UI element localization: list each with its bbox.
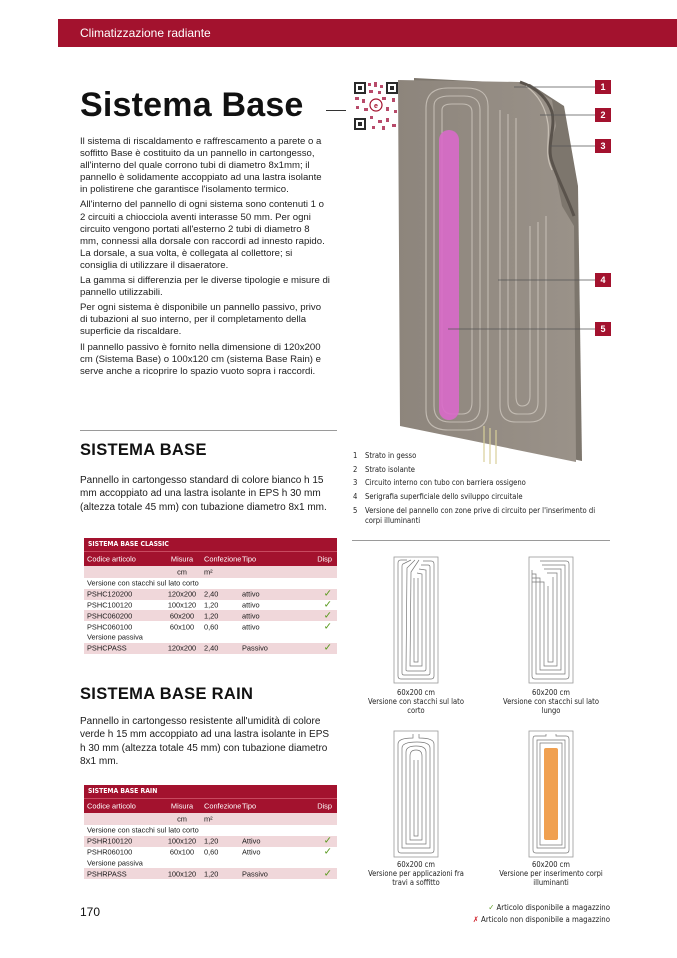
cell-tipo: Attivo [242,836,261,846]
group-label-text: Versione con stacchi sul lato corto [87,578,199,588]
check-icon: ✓ [488,903,495,912]
cell-code: PSHCPASS [87,643,127,653]
available-check-icon: ✓ [323,621,332,633]
cell-code: PSHC120200 [87,589,133,599]
cell-misura: 100x120 [167,869,197,879]
panel-long-side-icon [528,556,574,684]
cell-confezione: 2,40 [204,589,219,599]
available-check-icon: ✓ [323,835,332,847]
cell-confezione: 1,20 [204,611,219,621]
col-disp: Disp [317,801,332,811]
group-label-text: Versione con stacchi sul lato corto [87,825,199,835]
callout-badge: 3 [595,139,611,153]
table-group-label [84,578,337,589]
table-row [84,643,337,654]
panel-size: 60x200 cm [397,688,435,697]
available-check-icon: ✓ [323,588,332,600]
legend-item [353,465,613,475]
cross-icon: ✗ [472,915,479,924]
cell-code: PSHC060200 [87,611,133,621]
legend-number: 2 [353,464,358,474]
cell-tipo: Passivo [242,643,268,653]
intro-text [80,136,330,381]
cell-code: PSHC060100 [87,622,133,632]
table-base-classic [84,538,337,654]
table-row [84,868,337,879]
table-row [84,621,337,632]
callout-badge: 5 [595,322,611,336]
panel-caption-text: Versione con stacchi sul lato lungo [503,697,599,715]
col-tipo: Tipo [242,554,257,564]
legend-item [353,451,613,461]
unit-misura: cm [177,814,187,824]
callout-badge: 1 [595,80,611,94]
cell-tipo: attivo [242,622,260,632]
panel-caption [496,688,606,715]
legend-number: 5 [353,505,358,515]
page-number: 170 [80,905,101,919]
section-divider [80,430,337,431]
unit-confezione: m² [204,567,213,577]
legend-item [353,492,613,502]
section-header-title: Climatizzazione radiante [80,26,211,40]
legend-available [488,903,610,912]
cell-tipo: Passivo [242,869,268,879]
intro-paragraph: Per ogni sistema è disponibile un pannello passivo, privo di tubazioni al suo interno, per il completamento della superficie da riscaldare. [80,302,322,338]
legend-divider [352,540,610,541]
col-code: Codice articolo [87,801,136,811]
cell-confezione: 0,60 [204,847,219,857]
legend-text: Strato isolante [365,464,415,474]
callout-badge: 2 [595,108,611,122]
table-header-row [84,551,337,566]
page-title: Sistema Base [80,86,304,124]
table-row [84,847,337,858]
available-check-icon: ✓ [323,846,332,858]
cell-misura: 60x100 [169,622,195,632]
intro-paragraph: All'interno del pannello di ogni sistema sono contenuti 1 o 2 circuiti a chiocciola aventi interasse 50 mm. Per ogni circuito vengono portati all'esterno 2 tubi di diametro 8 mm, connessi alla dorsale con raccordi ad innesto rapido. La dorsale, a sua volta, è collegata al collettore; si consiglia di utilizzare il disaeratore. [80,199,325,271]
available-check-icon: ✓ [323,642,332,654]
legend-item [353,506,613,527]
panel-caption [496,860,606,887]
legend-number: 4 [353,492,358,502]
panel-lighting-icon [528,730,574,858]
table-units-row [84,566,337,578]
col-misura: Misura [170,554,194,564]
table-group-label [84,825,337,836]
panel-short-side-icon [393,556,439,684]
table-row [84,836,337,847]
section-title-base: SISTEMA BASE [80,441,207,459]
unit-confezione: m² [204,814,213,824]
section-title-rain: SISTEMA BASE RAIN [80,685,254,703]
col-disp: Disp [317,554,332,564]
section-header-bar [58,19,677,47]
legend-text: Versione del pannello con zone prive di circuito per l'inserimento di corpi illuminanti [365,505,596,526]
section-description-rain: Pannello in cartongesso resistente all'umidità di colore verde h 15 mm accoppiato ad una lastra isolante in EPS h 30 mm (altezza totale 45 mm) con tubazione diametro 8x1 mm. [80,716,330,767]
legend-text: Circuito interno con tubo con barriera ossigeno [365,478,526,488]
table-header-row [84,798,337,813]
legend-item [353,478,613,488]
cell-confezione: 1,20 [204,600,219,610]
cell-tipo: attivo [242,600,260,610]
table-row [84,600,337,611]
panel-caption-text: Versione per inserimento corpi illuminanti [499,869,603,887]
col-confezione: Confezione [204,801,242,811]
group-label-text: Versione passiva [87,858,143,868]
panel-beams-icon [393,730,439,858]
table-group-label [84,632,337,643]
cell-misura: 60x100 [169,847,195,857]
diagram-legend [353,451,613,530]
panel-caption-text: Versione con stacchi sul lato corto [368,697,464,715]
intro-paragraph: Il pannello passivo è fornito nella dimensione di 120x200 cm (Sistema Base) o 100x120 cm (sistema Base Rain) e serve anche a ricoprire lo spazio vuoto sopra i raccordi. [80,341,322,377]
cell-code: PSHR100120 [87,836,133,846]
table-title: SISTEMA BASE CLASSIC [84,538,337,551]
col-confezione: Confezione [204,554,242,564]
table-base-rain [84,785,337,879]
legend-text: Strato in gesso [365,451,417,460]
panel-layers-illustration [352,66,612,466]
legend-unavailable-text: Articolo non disponibile a magazzino [481,915,610,924]
cell-confezione: 0,60 [204,622,219,632]
col-misura: Misura [170,801,194,811]
legend-number: 1 [353,451,358,460]
intro-paragraph: Il sistema di riscaldamento e raffrescamento a parete o a soffitto Base è costituito da un pannello in cartongesso, all'interno del quale corrono tubi di diametro 8x1mm; il pannello è solidamente accoppiato ad una lastra isolante in polistirene che garantisce l'isolamento termico. [80,136,322,196]
cell-confezione: 1,20 [204,836,219,846]
cell-misura: 120x200 [167,643,197,653]
cell-misura: 60x200 [169,611,195,621]
cell-misura: 100x120 [167,836,197,846]
cell-confezione: 1,20 [204,869,219,879]
unit-misura: cm [177,567,187,577]
available-check-icon: ✓ [323,599,332,611]
panel-caption-text: Versione per applicazioni fra travi a soffitto [368,869,464,887]
cell-misura: 100x120 [167,600,197,610]
group-label-text: Versione passiva [87,632,143,642]
col-tipo: Tipo [242,801,257,811]
title-divider [326,110,346,111]
available-check-icon: ✓ [323,610,332,622]
cell-code: PSHR060100 [87,847,133,857]
legend-available-text: Articolo disponibile a magazzino [496,903,610,912]
section-description-base: Pannello in cartongesso standard di colore bianco h 15 mm accoppiato ad una lastra isolante in EPS h 30 mm (altezza totale 45 mm) con tubazione diametro 8x1 mm. [80,475,327,513]
cell-tipo: Attivo [242,847,261,857]
panel-caption [361,860,471,887]
col-code: Codice articolo [87,554,136,564]
cell-code: PSHC100120 [87,600,133,610]
legend-unavailable [473,915,610,924]
intro-paragraph: La gamma si differenzia per le diverse tipologie e misure di pannello utilizzabili. [80,275,330,299]
panel-size: 60x200 cm [397,860,435,869]
table-title: SISTEMA BASE RAIN [84,785,337,798]
table-units-row [84,813,337,825]
cell-tipo: attivo [242,611,260,621]
table-group-label [84,857,337,868]
cell-confezione: 2,40 [204,643,219,653]
svg-text:e: e [374,103,378,110]
panel-caption [361,688,471,715]
cell-code: PSHRPASS [87,869,127,879]
table-row [84,589,337,600]
available-check-icon: ✓ [323,868,332,880]
table-row [84,610,337,621]
cell-tipo: attivo [242,589,260,599]
legend-number: 3 [353,478,358,488]
legend-text: Serigrafia superficiale dello sviluppo circuitale [365,492,523,502]
panel-size: 60x200 cm [532,688,570,697]
cell-misura: 120x200 [167,589,197,599]
panel-size: 60x200 cm [532,860,570,869]
callout-badge: 4 [595,273,611,287]
